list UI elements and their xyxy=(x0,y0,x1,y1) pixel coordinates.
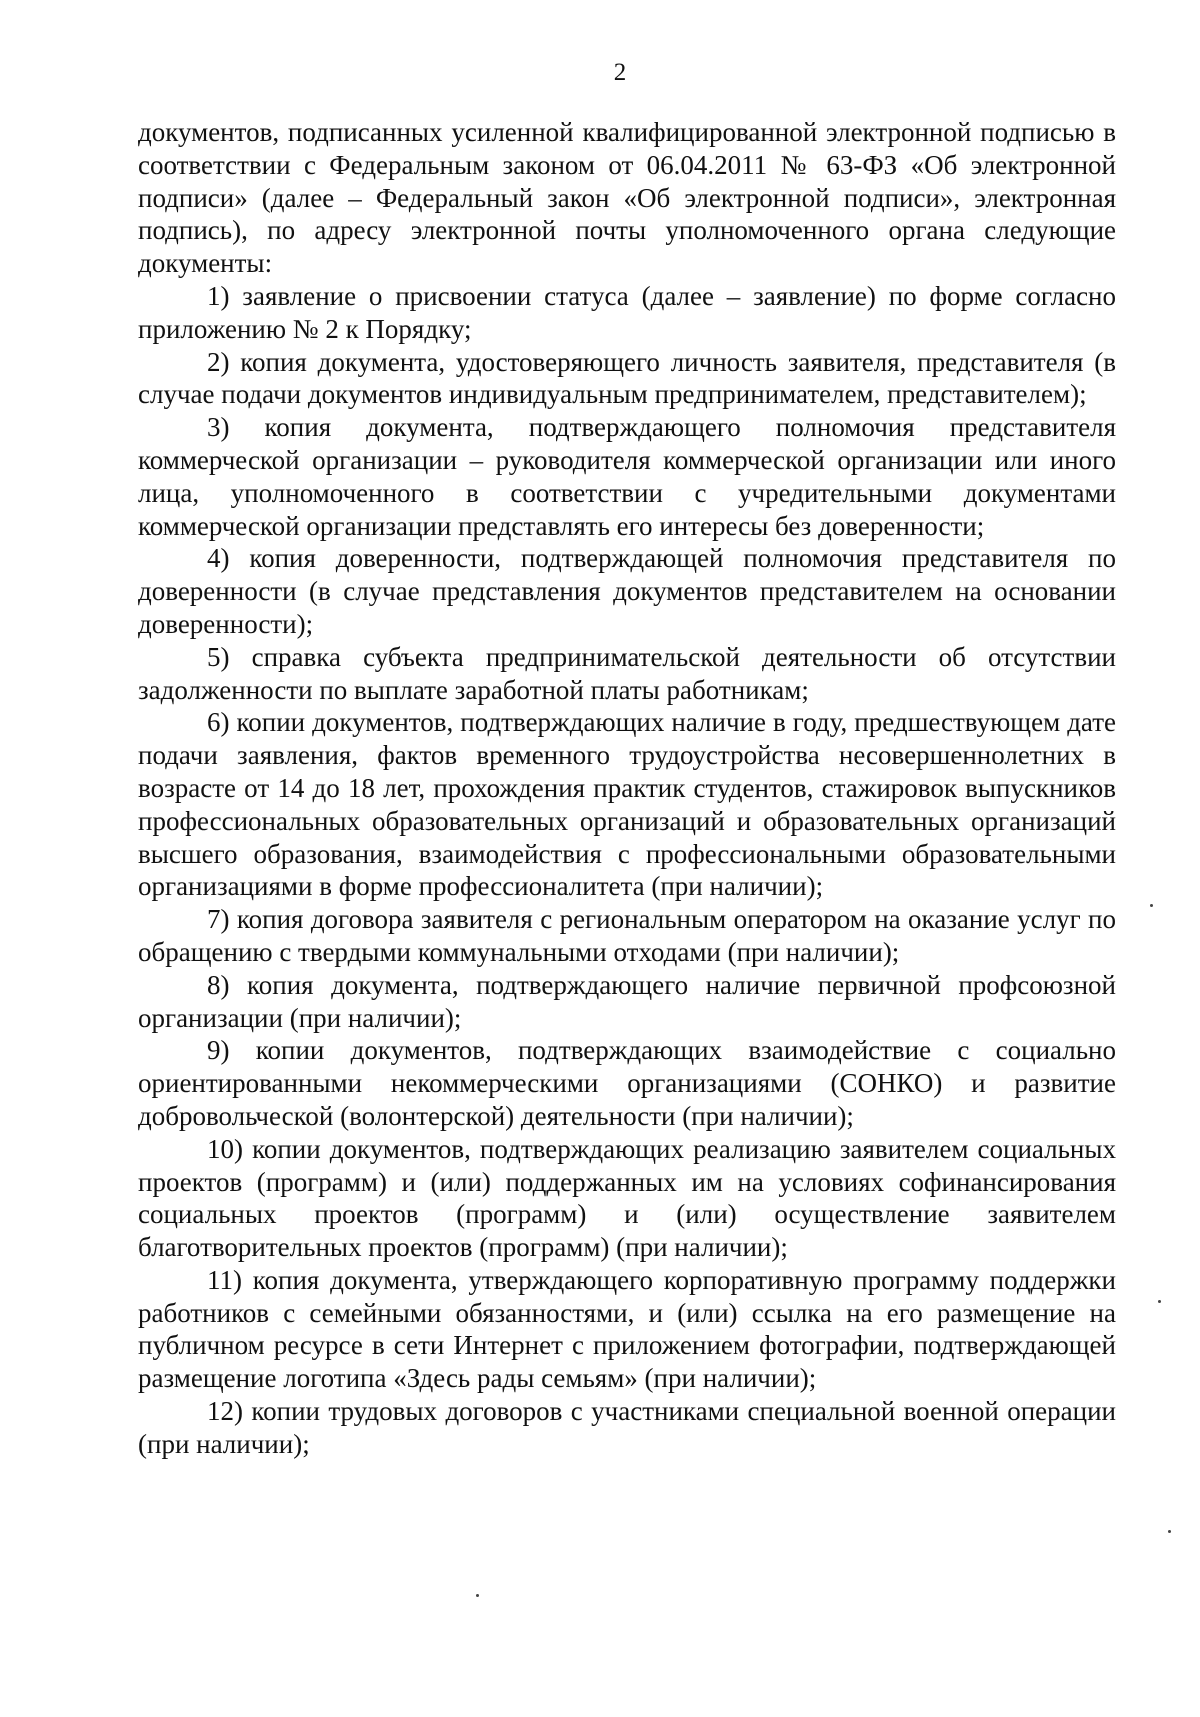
intro-paragraph: документов, подписанных усиленной квалифицированной электронной подписью в соответствии с Федеральным законом от 06.04.2011 № 63-ФЗ «Об электронной подписи» (далее – Федеральный закон «Об электронной подписи», электронная подпись), по адресу электронной почты уполномоченного органа следующие документы: xyxy=(138,117,1116,279)
scan-speck xyxy=(1158,1300,1161,1303)
list-item-3: 3) копия документа, подтверждающего полномочия представителя коммерческой организации – руководителя коммерческой организации или иного лица, уполномоченного в соответствии с учредительными документами коммерческой организации представлять его интересы без доверенности; xyxy=(138,412,1116,541)
document-body xyxy=(138,116,1116,1461)
list-item-6: 6) копии документов, подтверждающих наличие в году, предшествующем дате подачи заявления, фактов временного трудоустройства несовершеннолетних в возрасте от 14 до 18 лет, прохождения практик студентов, стажировок выпускников профессиональных образовательных организаций и образовательных организаций высшего образования, взаимодействия с профессиональными образовательными организациями в форме профессионалитета (при наличии); xyxy=(138,707,1116,902)
list-item-8: 8) копия документа, подтверждающего наличие первичной профсоюзной организации (при наличии); xyxy=(138,969,1116,1033)
list-item-11: 11) копия документа, утверждающего корпоративную программу поддержки работников с семейными обязанностями, и (или) ссылка на его размещение на публичном ресурсе в сети Интернет с приложением фотографии, подтверждающей размещение логотипа «Здесь рады семьям» (при наличии); xyxy=(138,1264,1116,1394)
list-item-9: 9) копии документов, подтверждающих взаимодействие с социально ориентированными некоммерческими организациями (СОНКО) и развитие добровольческой (волонтерской) деятельности (при наличии); xyxy=(138,1035,1116,1131)
list-item-10: 10) копии документов, подтверждающих реализацию заявителем социальных проектов (программ) и (или) поддержанных им на условиях софинансирования социальных проектов (программ) и (или) осуществление заявителем благотворительных проектов (программ) (при наличии); xyxy=(138,1133,1116,1263)
scan-speck xyxy=(1150,904,1153,907)
list-item-12: 12) копии трудовых договоров с участниками специальной военной операции (при наличии); xyxy=(138,1396,1116,1459)
scan-speck xyxy=(476,1594,479,1597)
list-item-2: 2) копия документа, удостоверяющего личность заявителя, представителя (в случае подачи документов индивидуальным предпринимателем, представителем); xyxy=(138,346,1116,410)
scan-speck xyxy=(1168,1530,1171,1533)
list-item-5: 5) справка субъекта предпринимательской деятельности об отсутствии задолженности по выплате заработной платы работникам; xyxy=(138,641,1116,705)
list-item-7: 7) копия договора заявителя с региональным оператором на оказание услуг по обращению с твердыми коммунальными отходами (при наличии); xyxy=(138,904,1116,967)
list-item-1: 1) заявление о присвоении статуса (далее – заявление) по форме согласно приложению № 2 к Порядку; xyxy=(138,280,1116,344)
list-item-4: 4) копия доверенности, подтверждающей полномочия представителя по доверенности (в случае представления документов представителем на основании доверенности); xyxy=(138,543,1116,639)
page-number: 2 xyxy=(613,59,627,86)
